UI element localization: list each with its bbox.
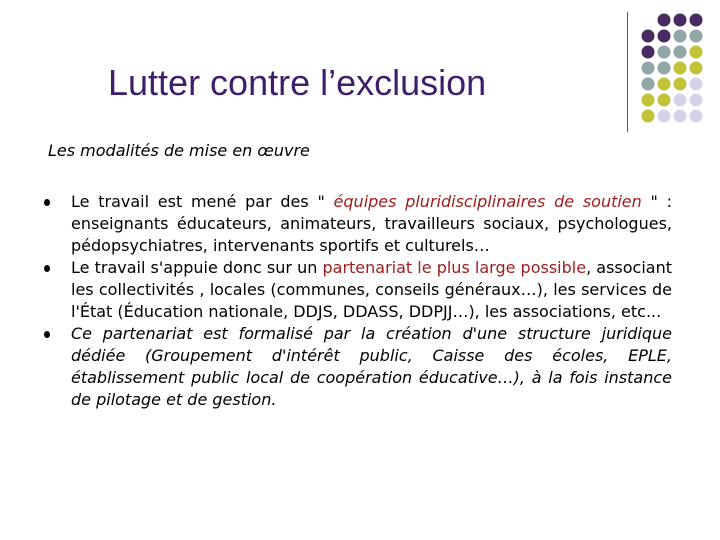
decorative-dot xyxy=(658,14,671,27)
bullet-text-part: Le travail est mené par des " xyxy=(71,192,334,211)
decorative-dot xyxy=(658,110,671,123)
bullet-item-structure xyxy=(44,323,672,411)
title-divider-line xyxy=(627,12,628,132)
bullet-text-part: " : enseignants éducateurs, animateurs, travailleurs sociaux, psychologues, pédopsychiatres, intervenants sportifs et culturels… xyxy=(71,192,672,255)
decorative-dot xyxy=(690,110,703,123)
decorative-dot xyxy=(642,46,655,59)
bullet-marker xyxy=(44,265,50,272)
decorative-dot xyxy=(674,94,687,107)
bullet-text-part: Le travail s'appuie donc sur un xyxy=(71,258,323,277)
decorative-dot xyxy=(674,14,687,27)
decorative-dot xyxy=(674,30,687,43)
decorative-dot xyxy=(658,46,671,59)
decorative-dot xyxy=(690,30,703,43)
slide-title: Lutter contre l’exclusion xyxy=(108,62,487,103)
bullet-list xyxy=(44,191,672,411)
decorative-dot xyxy=(642,30,655,43)
decorative-dot xyxy=(658,30,671,43)
decorative-dot xyxy=(674,62,687,75)
bullet-marker xyxy=(44,199,50,206)
bullet-item-teams xyxy=(44,191,672,257)
decorative-dot xyxy=(690,62,703,75)
decorative-dot xyxy=(658,62,671,75)
decorative-dot xyxy=(690,94,703,107)
bullet-marker xyxy=(44,331,50,338)
decorative-dot xyxy=(642,62,655,75)
bullet-highlight: partenariat le plus large possible xyxy=(322,258,587,277)
decorative-dot xyxy=(642,78,655,91)
decorative-dot xyxy=(642,94,655,107)
decorative-dot xyxy=(690,46,703,59)
decorative-dot xyxy=(690,78,703,91)
decorative-dot xyxy=(642,110,655,123)
decorative-dot xyxy=(674,78,687,91)
decorative-dot xyxy=(658,78,671,91)
bullet-highlight: équipes pluridisciplinaires de soutien xyxy=(333,192,642,211)
bullet-text-part: Ce partenariat est formalisé par la création d'une structure juridique dédiée (Groupement d'intérêt public, Caisse des écoles, EPLE, établissement public local de coopération éducative…), à la fois instance de pilotage et de gestion. xyxy=(71,324,672,409)
bullet-text-part: , associant les collectivités , locales (communes, conseils généraux…), les services de l'État (Éducation nationale, DDJS, DDASS, DDPJJ…), les associations, etc... xyxy=(71,258,673,321)
decorative-dot xyxy=(658,94,671,107)
slide-subtitle: Les modalités de mise en œuvre xyxy=(48,141,310,160)
decorative-dot xyxy=(690,14,703,27)
decorative-dot xyxy=(674,110,687,123)
decorative-dot xyxy=(674,46,687,59)
bullet-item-partnership xyxy=(44,257,672,323)
